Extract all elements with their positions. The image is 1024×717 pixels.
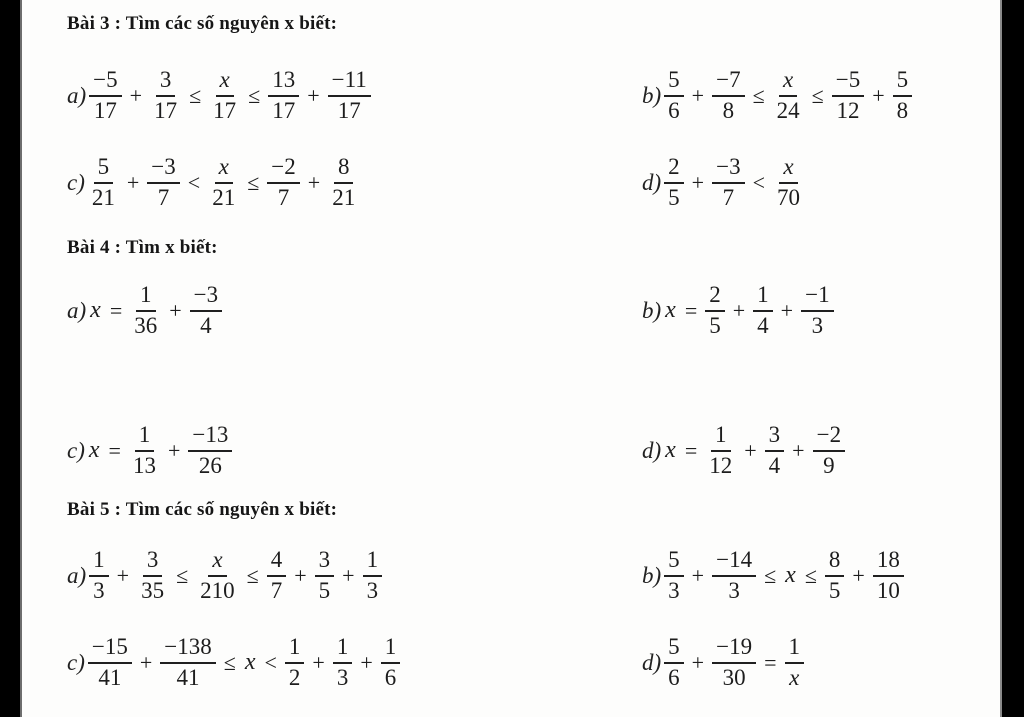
fraction-denominator: 17 (213, 97, 237, 123)
operator: + (139, 649, 153, 675)
fraction (285, 635, 305, 691)
fraction-denominator: 70 (777, 184, 800, 210)
worksheet-page (20, 0, 1002, 717)
operator: ≤ (246, 562, 259, 588)
operator: ≤ (247, 169, 260, 195)
fraction (188, 423, 232, 479)
fraction-denominator: 12 (709, 452, 733, 478)
fraction-denominator: 3 (336, 664, 349, 690)
fraction-numerator: 5 (893, 68, 913, 97)
exercise-item-d (642, 423, 990, 479)
operator: + (129, 82, 143, 108)
fraction (150, 68, 181, 124)
fraction-numerator: −2 (267, 155, 299, 184)
fraction-denominator: 7 (277, 184, 290, 210)
fraction (773, 68, 804, 124)
fraction-denominator: 13 (132, 452, 156, 478)
fraction (664, 548, 684, 604)
fraction-numerator: 5 (664, 548, 684, 577)
fraction (813, 423, 845, 479)
fraction-denominator: 21 (212, 184, 236, 210)
fraction-numerator: 1 (89, 548, 109, 577)
fraction-denominator: 2 (288, 664, 301, 690)
fraction-numerator: 2 (664, 155, 684, 184)
fraction (664, 68, 684, 124)
fraction-numerator: 13 (268, 68, 299, 97)
operator: ≤ (248, 82, 261, 108)
fraction-numerator: x (779, 155, 797, 184)
operator: + (167, 437, 181, 463)
fraction-numerator: 18 (873, 548, 904, 577)
fraction-numerator: x (216, 68, 234, 97)
fraction-denominator: 41 (98, 664, 122, 690)
item-label: d) (642, 649, 662, 675)
fraction-numerator: 8 (825, 548, 845, 577)
operator: + (307, 169, 321, 195)
exercise-item-a (67, 283, 642, 339)
fraction-denominator: 6 (668, 664, 680, 690)
fraction-denominator: 3 (366, 577, 379, 603)
fraction-numerator: x (215, 155, 233, 184)
fraction (89, 548, 109, 604)
operator: ≤ (189, 82, 202, 108)
fraction-denominator: 17 (337, 97, 361, 123)
operator: ≤ (223, 649, 236, 675)
fraction (333, 635, 353, 691)
operator: ≤ (811, 82, 824, 108)
fraction-denominator: 17 (93, 97, 117, 123)
exercise-row (67, 635, 990, 691)
operator: < (187, 169, 201, 195)
fraction-numerator: 5 (94, 155, 114, 184)
operator: = (764, 649, 777, 675)
fraction-denominator: 7 (270, 577, 283, 603)
fraction-denominator: 5 (668, 184, 680, 210)
operator: + (792, 437, 805, 463)
operator: ≤ (752, 82, 765, 108)
fraction (765, 423, 785, 479)
fraction-numerator: −2 (813, 423, 845, 452)
operator: + (312, 649, 325, 675)
exercise-item-b (642, 283, 990, 339)
fraction (825, 548, 845, 604)
fraction-numerator: 1 (135, 423, 155, 452)
exercise-row (67, 423, 990, 479)
operator: < (752, 169, 765, 195)
fraction-numerator: 1 (381, 635, 401, 664)
fraction-denominator: 4 (768, 452, 781, 478)
fraction (315, 548, 335, 604)
fraction (267, 155, 299, 211)
fraction-numerator: 3 (315, 548, 335, 577)
fraction-numerator: 8 (334, 155, 354, 184)
fraction-numerator: 1 (785, 635, 805, 664)
left-black-bar (0, 0, 20, 717)
fraction-denominator: 17 (154, 97, 178, 123)
fraction (130, 283, 161, 339)
fraction-denominator: 3 (668, 577, 680, 603)
exercise-item-c (67, 635, 642, 691)
operator: + (691, 82, 705, 108)
fraction (801, 283, 833, 339)
fraction-denominator: 10 (876, 577, 900, 603)
operator: ≤ (804, 562, 817, 588)
fraction-denominator: 4 (200, 312, 212, 338)
fraction-denominator: 3 (811, 312, 824, 338)
variable-x: x (665, 297, 676, 324)
fraction (705, 423, 736, 479)
exercise-item-c (67, 423, 642, 479)
item-label: d) (642, 169, 662, 195)
item-label: c) (67, 437, 85, 463)
item-label: b) (642, 82, 662, 108)
fraction-numerator: x (208, 548, 226, 577)
variable-x: x (244, 649, 256, 676)
fraction (88, 635, 132, 691)
variable-x: x (785, 562, 796, 589)
operator: + (126, 169, 140, 195)
operator: + (852, 562, 865, 588)
item-label: a) (67, 82, 87, 108)
fraction-denominator: x (789, 664, 800, 690)
fraction (712, 68, 744, 124)
fraction (208, 155, 239, 211)
operator: + (872, 82, 885, 108)
fraction (664, 155, 684, 211)
fraction-numerator: 3 (765, 423, 785, 452)
fraction-denominator: 17 (272, 97, 296, 123)
fraction-numerator: −11 (328, 68, 371, 97)
operator: + (691, 562, 705, 588)
fraction-numerator: 3 (156, 68, 176, 97)
fraction-numerator: −13 (188, 423, 232, 452)
fraction-denominator: 7 (722, 184, 735, 210)
fraction-denominator: 26 (198, 452, 222, 478)
fraction (664, 635, 684, 691)
item-label: c) (67, 169, 85, 195)
operator: + (732, 297, 746, 323)
fraction (129, 423, 160, 479)
fraction (712, 155, 744, 211)
section-title: Bài 4 : Tìm x biết: (67, 237, 218, 258)
fraction-denominator: 3 (93, 577, 105, 603)
fraction (705, 283, 725, 339)
item-label: a) (67, 297, 87, 323)
item-label: b) (642, 297, 662, 323)
fraction-denominator: 5 (318, 577, 331, 603)
item-label: d) (642, 437, 662, 463)
fraction-denominator: 9 (823, 452, 835, 478)
fraction-numerator: −1 (801, 283, 833, 312)
exercise-item-d (642, 635, 990, 691)
fraction-numerator: 1 (285, 635, 305, 664)
operator: = (684, 297, 698, 323)
operator: + (116, 562, 130, 588)
fraction-denominator: 6 (668, 97, 680, 123)
fraction-numerator: 1 (363, 548, 383, 577)
fraction-denominator: 30 (722, 664, 746, 690)
exercise-row (67, 548, 990, 604)
exercise-row (67, 68, 990, 124)
fraction (363, 548, 383, 604)
fraction-denominator: 3 (728, 577, 740, 603)
exercise-item-a (67, 548, 642, 604)
item-label: c) (67, 649, 85, 675)
variable-x: x (665, 437, 676, 464)
fraction-denominator: 5 (828, 577, 841, 603)
fraction-numerator: 1 (753, 283, 773, 312)
fraction-numerator: 5 (664, 635, 684, 664)
fraction-numerator: 1 (136, 283, 156, 312)
fraction (209, 68, 240, 124)
fraction (712, 635, 756, 691)
exercise-item-c (67, 155, 642, 211)
operator: + (360, 649, 373, 675)
operator: < (264, 649, 277, 675)
fraction-denominator: 4 (757, 312, 769, 338)
operator: + (780, 297, 794, 323)
item-label: a) (67, 562, 87, 588)
exercise-row (67, 283, 990, 339)
fraction-denominator: 12 (836, 97, 860, 123)
fraction-numerator: −5 (832, 68, 864, 97)
fraction (381, 635, 401, 691)
fraction-numerator: −15 (88, 635, 132, 664)
fraction (753, 283, 773, 339)
fraction-denominator: 36 (134, 312, 158, 338)
fraction-denominator: 24 (776, 97, 800, 123)
operator: + (294, 562, 307, 588)
fraction (267, 548, 287, 604)
exercise-item-b (642, 68, 990, 124)
fraction-numerator: 4 (267, 548, 287, 577)
fraction-numerator: x (779, 68, 797, 97)
fraction-numerator: 2 (705, 283, 725, 312)
fraction-numerator: −19 (712, 635, 756, 664)
fraction (328, 155, 359, 211)
item-label: b) (642, 562, 662, 588)
fraction (147, 155, 179, 211)
operator: ≤ (764, 562, 777, 588)
fraction-denominator: 210 (200, 577, 235, 603)
fraction-numerator: 3 (143, 548, 163, 577)
fraction-denominator: 8 (896, 97, 909, 123)
fraction-denominator: 6 (384, 664, 397, 690)
fraction-denominator: 8 (722, 97, 735, 123)
fraction-denominator: 21 (91, 184, 115, 210)
fraction-denominator: 35 (141, 577, 165, 603)
right-black-bar (1002, 0, 1024, 717)
exercise-item-b (642, 548, 990, 604)
exercise-item-d (642, 155, 990, 211)
fraction (196, 548, 239, 604)
operator: + (744, 437, 757, 463)
fraction-numerator: −5 (89, 68, 121, 97)
fraction-numerator: −3 (190, 283, 222, 312)
fraction (785, 635, 805, 691)
fraction (268, 68, 299, 124)
operator: + (169, 297, 182, 323)
fraction-numerator: −3 (147, 155, 179, 184)
fraction (712, 548, 756, 604)
fraction (190, 283, 222, 339)
operator: = (108, 437, 121, 463)
fraction-numerator: 1 (333, 635, 353, 664)
fraction-denominator: 21 (332, 184, 356, 210)
fraction (160, 635, 215, 691)
fraction-denominator: 7 (157, 184, 170, 210)
fraction (873, 548, 904, 604)
section-title: Bài 3 : Tìm các số nguyên x biết: (67, 13, 338, 34)
fraction-numerator: −7 (712, 68, 744, 97)
operator: + (342, 562, 355, 588)
fraction (832, 68, 864, 124)
exercise-row (67, 155, 990, 211)
exercise-item-a (67, 68, 642, 124)
operator: = (684, 437, 698, 463)
operator: ≤ (176, 562, 189, 588)
operator: + (691, 169, 705, 195)
operator: = (109, 297, 123, 323)
operator: + (307, 82, 320, 108)
variable-x: x (88, 437, 100, 464)
fraction-denominator: 5 (709, 312, 721, 338)
fraction-numerator: 1 (711, 423, 731, 452)
operator: + (691, 649, 705, 675)
fraction (893, 68, 913, 124)
fraction (773, 155, 804, 211)
fraction (89, 68, 121, 124)
fraction-denominator: 41 (176, 664, 200, 690)
variable-x: x (90, 297, 101, 324)
fraction-numerator: −138 (160, 635, 215, 664)
fraction (328, 68, 371, 124)
fraction (88, 155, 119, 211)
fraction-numerator: 5 (664, 68, 684, 97)
fraction (137, 548, 168, 604)
fraction-numerator: −3 (712, 155, 744, 184)
section-title: Bài 5 : Tìm các số nguyên x biết: (67, 499, 338, 520)
fraction-numerator: −14 (712, 548, 756, 577)
